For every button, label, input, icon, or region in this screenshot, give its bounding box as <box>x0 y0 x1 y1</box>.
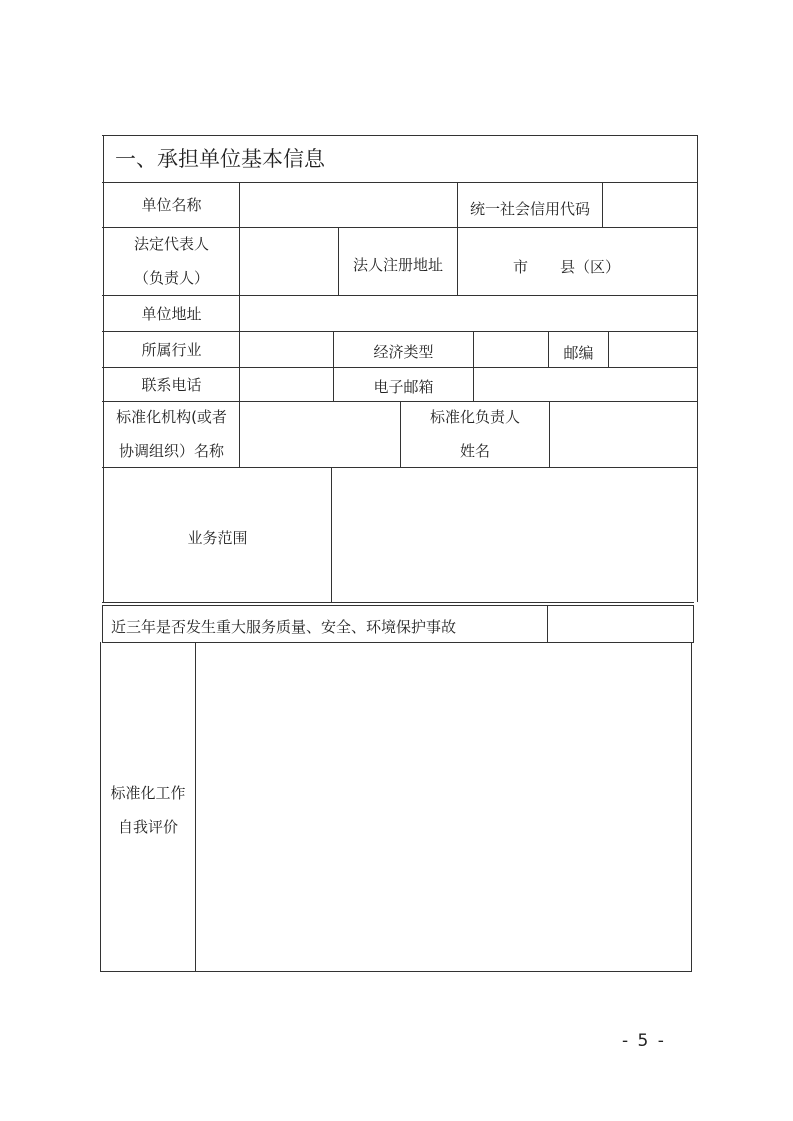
col-divider <box>547 605 548 642</box>
std-head-line1: 标准化负责人 <box>429 408 520 426</box>
std-head-label <box>401 401 549 467</box>
self-eval-line1: 标准化工作 <box>110 784 186 802</box>
row-divider <box>102 182 698 183</box>
legal-rep-line1: 法定代表人 <box>133 235 209 253</box>
page-number: - 5 - <box>622 1031 666 1051</box>
col-divider <box>549 401 550 467</box>
col-divider <box>331 467 332 602</box>
self-eval-label <box>101 776 195 844</box>
legal-rep-label <box>104 227 239 295</box>
phone-label: 联系电话 <box>141 376 202 394</box>
email-label: 电子邮箱 <box>373 378 434 396</box>
col-divider <box>608 331 609 367</box>
credit-code-label: 统一社会信用代码 <box>469 200 590 218</box>
col-divider <box>195 642 196 972</box>
table-border-right <box>697 135 698 602</box>
std-head-line2: 姓名 <box>459 442 490 460</box>
table-border-bottom <box>100 971 692 972</box>
postcode-label: 邮编 <box>563 344 594 362</box>
unit-name-label: 单位名称 <box>141 196 202 214</box>
county-label: 县（区） <box>560 258 621 276</box>
self-eval-line2: 自我评价 <box>117 818 178 836</box>
col-divider <box>239 182 240 467</box>
unit-address-label: 单位地址 <box>141 305 202 323</box>
city-label: 市 <box>513 258 529 276</box>
legal-rep-line2: （负责人） <box>133 269 209 287</box>
row-divider <box>102 367 698 368</box>
row-divider <box>102 295 698 296</box>
row-divider <box>102 602 694 603</box>
accidents-label: 近三年是否发生重大服务质量、安全、环境保护事故 <box>111 618 457 636</box>
table-border-top <box>102 135 698 136</box>
std-org-line2: 协调组织）名称 <box>118 442 224 460</box>
row-divider <box>102 642 694 643</box>
table-border-right <box>691 642 692 972</box>
business-scope-label: 业务范围 <box>187 529 248 547</box>
col-divider <box>473 331 474 401</box>
table-border-left <box>102 605 103 642</box>
section-title: 一、承担单位基本信息 <box>115 147 325 171</box>
std-org-line1: 标准化机构(或者 <box>116 408 227 426</box>
col-divider <box>457 227 458 295</box>
table-border-right <box>693 605 694 642</box>
row-divider <box>102 605 694 606</box>
econ-type-label: 经济类型 <box>373 343 434 361</box>
col-divider <box>602 182 603 227</box>
industry-label: 所属行业 <box>141 341 202 359</box>
std-org-label <box>104 401 239 467</box>
reg-address-label: 法人注册地址 <box>352 256 443 274</box>
